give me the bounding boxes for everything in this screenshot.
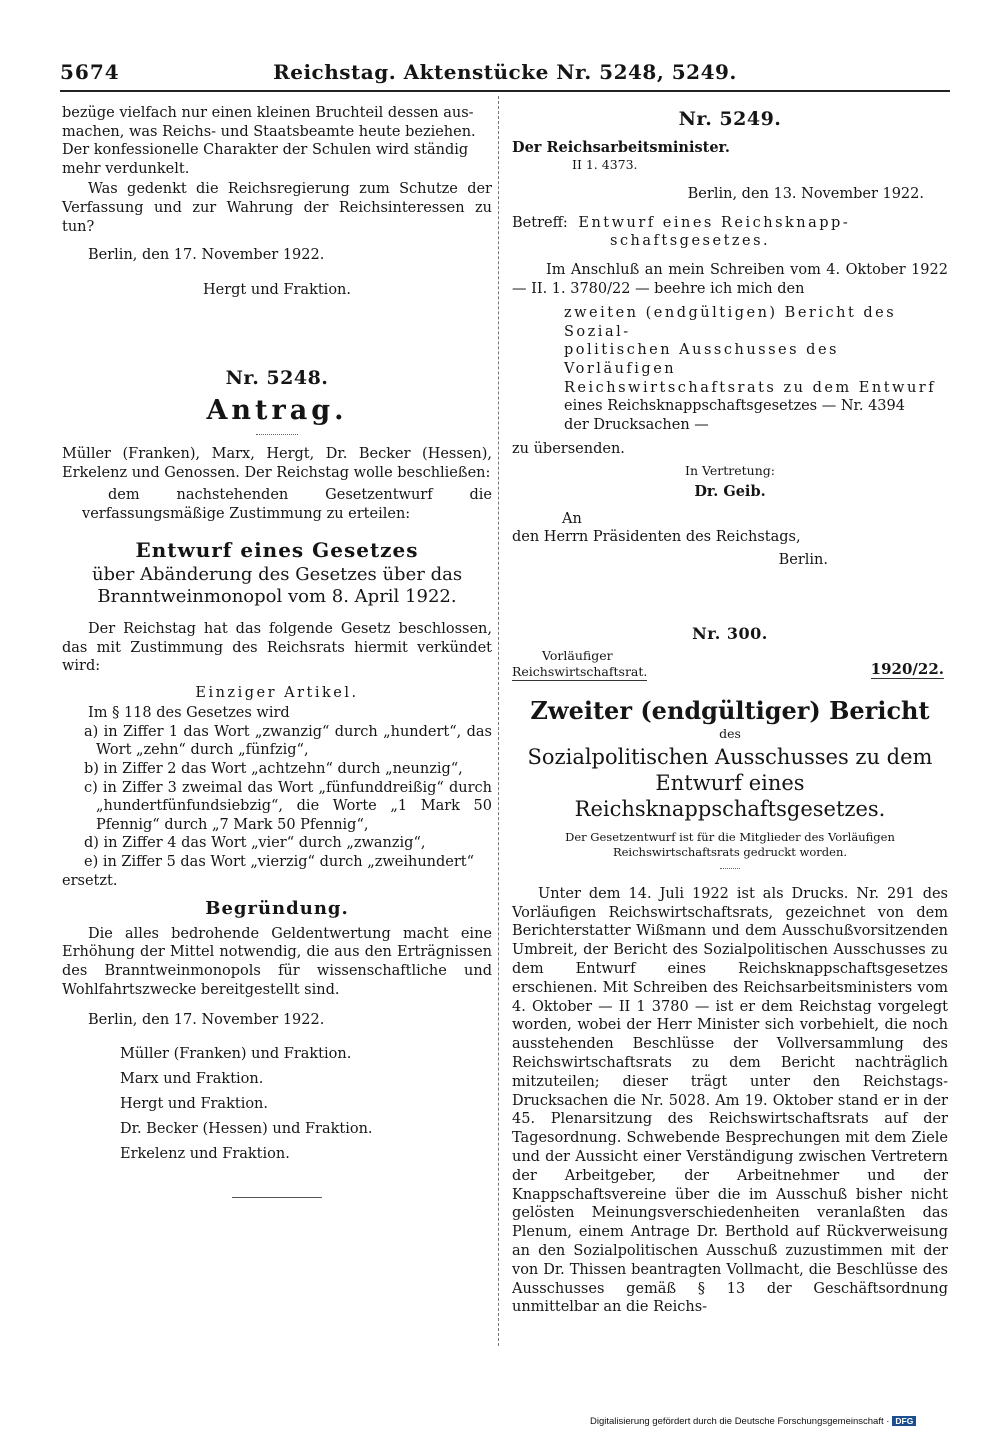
resolution-text: dem nachstehenden Gesetzentwurf die verfassungsmäßige Zustimmung zu erteilen: (82, 487, 492, 522)
ersetzt-line: ersetzt. (62, 872, 118, 889)
text-line: mehr verdunkelt. (62, 160, 190, 177)
vertretung-line: In Vertretung: (685, 462, 775, 478)
list-item: a) in Ziffer 1 das Wort „zwanzig“ durch „hundert“, das Wort „zehn“ durch „fünfzig“, (84, 723, 492, 759)
amendment-list (62, 723, 492, 872)
end-rule (232, 1197, 322, 1198)
digitization-footer (590, 1416, 982, 1427)
signature: Dr. Becker (Hessen) und Fraktion. (120, 1120, 373, 1137)
running-head (60, 58, 950, 88)
report-body: Unter dem 14. Juli 1922 ist als Drucks. Nr. 291 des Vorläufigen Reichswirtschaftsrats, gezeichnet von dem Berichterstatter Wißmann und dem Ausschußvorsitzenden Umbreit, der Bericht des Sozialpolitischen Ausschusses zu dem Entwurf eines Reichsknappschaftsgesetzes erschienen. Mit Schreiben des Reichsarbeitsministers vom 4. Oktober — II 1 3780 — ist er dem Reichstag vorgelegt worden, wobei der Herr Minister sich vorbehielt, die noch ausstehenden Beschlüsse der Vollversammlung des Reichswirtschaftsrats zu dem Bericht nachträglich mitzuteilen; dieser trägt unter den Reichstags-Drucksachen die Nr. 5028. Am 19. Oktober stand er in der 45. Plenarsitzung des Reichswirtschaftsrats auf der Tagesordnung. Schwebende Besprechungen mit dem Ziele und der Aussicht einer Verständigung zwischen Vertretern der Arbeitgeber, der Arbeitnehmer und der Knappschaftsvereine über die im Ausschuß bisher nicht gelösten Meinungsverschiedenheiten veranlaßten das Plenum, einem Antrage Dr. Berthold auf Rückverweisung an den Sozialpolitischen Ausschuß zuzustimmen mit der von Dr. Thissen beantragten Vollmacht, die Beschlüsse des Ausschusses gemäß § 13 der Geschäftsordnung unmittelbar an die Reichs- (512, 885, 948, 1316)
column-divider (498, 96, 499, 1346)
list-item: e) in Ziffer 5 das Wort „vierzig“ durch „zweihundert“ (84, 854, 475, 871)
inset-line: eines Reichsknappschaftsgesetzes — Nr. 4394 (564, 398, 905, 415)
begruendung-title: Begründung. (205, 898, 349, 920)
separator (720, 868, 740, 869)
document-number: Nr. 5249. (678, 108, 782, 130)
org-name-line2: Reichswirtschaftsrat. (512, 663, 648, 679)
inset-line: Reichswirtschaftsrats zu dem Entwurf (564, 379, 937, 396)
separator (256, 434, 298, 435)
entwurf-subtitle: über Abänderung des Gesetzes über das Branntweinmonopol vom 8. April 1922. (91, 563, 463, 607)
list-item: d) in Ziffer 4 das Wort „vier“ durch „zwanzig“, (84, 835, 426, 852)
document-number: Nr. 300. (692, 624, 768, 644)
article-heading: Einziger Artikel. (195, 684, 359, 701)
signature: Marx und Fraktion. (120, 1070, 264, 1087)
inset-line: zweiten (endgültigen) Bericht des Sozial- (564, 305, 897, 340)
date-line: Berlin, den 17. November 1922. (88, 1012, 325, 1029)
report-title: Zweiter (endgültiger) Bericht (530, 695, 930, 725)
letter-body-end: zu übersenden. (512, 441, 625, 458)
footer-text: Digitalisierung gefördert durch die Deutsche Forschungsgemeinschaft · (590, 1416, 890, 1427)
sender: Der Reichsarbeitsminister. (512, 138, 730, 156)
signature: Müller (Franken) und Fraktion. (120, 1045, 352, 1062)
signature: Hergt und Fraktion. (120, 1095, 269, 1112)
betreff-text-cont: schaftsgesetzes. (610, 233, 771, 250)
reference-number: II 1. 4373. (572, 157, 638, 173)
running-title: Reichstag. Aktenstücke Nr. 5248, 5249. (273, 60, 737, 84)
date-line: Berlin, den 13. November 1922. (687, 186, 924, 203)
dfg-logo: DFG (892, 1416, 916, 1426)
movers-paragraph: Müller (Franken), Marx, Hergt, Dr. Becker (Hessen), Erkelenz und Genossen. Der Reichstag wolle beschließen: (62, 445, 492, 481)
question-paragraph: Was gedenkt die Reichsregierung zum Schutze der Verfassung und zur Wahrung der Reichsinteressen zu tun? (62, 181, 492, 235)
page-number: 5674 (60, 60, 120, 84)
intro-paragraph (62, 104, 492, 178)
report-subtitle: Sozialpolitischen Ausschusses zu dem Entwurf eines Reichsknappschaftsgesetzes. (527, 744, 933, 821)
begruendung-paragraph: Die alles bedrohende Geldentwertung macht eine Erhöhung der Mittel notwendig, die aus den Erträgnissen des Branntweinmonopols für wissenschaftliche und Wohlfahrtszwecke bereitgestellt sind. (62, 925, 492, 998)
document-number: Nr. 5248. (225, 367, 329, 390)
years-badge: 1920/22. (870, 659, 944, 678)
left-column (62, 104, 492, 1198)
list-item: c) in Ziffer 3 zweimal das Wort „fünfunddreißig“ durch „hundertfünfundsiebzig“, die Worte „1 Mark 50 Pfennig“ durch „7 Mark 50 Pfennig“, (84, 779, 492, 833)
letter-body: Im Anschluß an mein Schreiben vom 4. Oktober 1922 — II. 1. 3780/22 — beehre ich mich den (512, 261, 948, 297)
recipient: den Herrn Präsidenten des Reichstags, (512, 529, 801, 546)
org-line (512, 648, 948, 684)
print-note: Der Gesetzentwurf ist für die Mitglieder des Vorläufigen Reichswirtschaftsrats gedruckt worden. (565, 829, 895, 859)
signature: Hergt und Fraktion. (202, 281, 351, 298)
signer: Dr. Geib. (694, 482, 766, 500)
report-des: des (719, 725, 741, 741)
inset-block (564, 304, 948, 434)
betreff-text: Entwurf eines Reichsknapp- (578, 214, 851, 231)
inset-line: politischen Ausschusses des Vorläufigen (564, 342, 839, 377)
text-line: machen, was Reichs- und Staatsbeamte heute beziehen. (62, 123, 476, 140)
list-item: b) in Ziffer 2 das Wort „achtzehn“ durch „neunzig“, (84, 761, 463, 778)
entwurf-title: Entwurf eines Gesetzes (135, 538, 419, 563)
inset-line: der Drucksachen — (564, 416, 709, 433)
betreff-block (512, 214, 948, 251)
signature-list (62, 1042, 492, 1167)
text-line: bezüge vielfach nur einen kleinen Bruchteil dessen aus- (62, 105, 474, 121)
header-rule (60, 90, 950, 92)
right-column (512, 104, 948, 1317)
betreff-label: Betreff: (512, 214, 568, 231)
antrag-title: Antrag. (206, 394, 348, 426)
recipient-city: Berlin. (778, 551, 828, 568)
date-line: Berlin, den 17. November 1922. (88, 247, 325, 264)
signature: Erkelenz und Fraktion. (120, 1145, 290, 1162)
an-line: An (562, 510, 582, 527)
enacting-clause: Der Reichstag hat das folgende Gesetz beschlossen, das mit Zustimmung des Reichsrats hiermit verkündet wird: (62, 620, 492, 675)
text-line: Der konfessionelle Charakter der Schulen wird ständig (62, 142, 469, 159)
org-name-line1: Vorläufiger (542, 647, 613, 663)
article-intro: Im § 118 des Gesetzes wird (88, 705, 290, 722)
